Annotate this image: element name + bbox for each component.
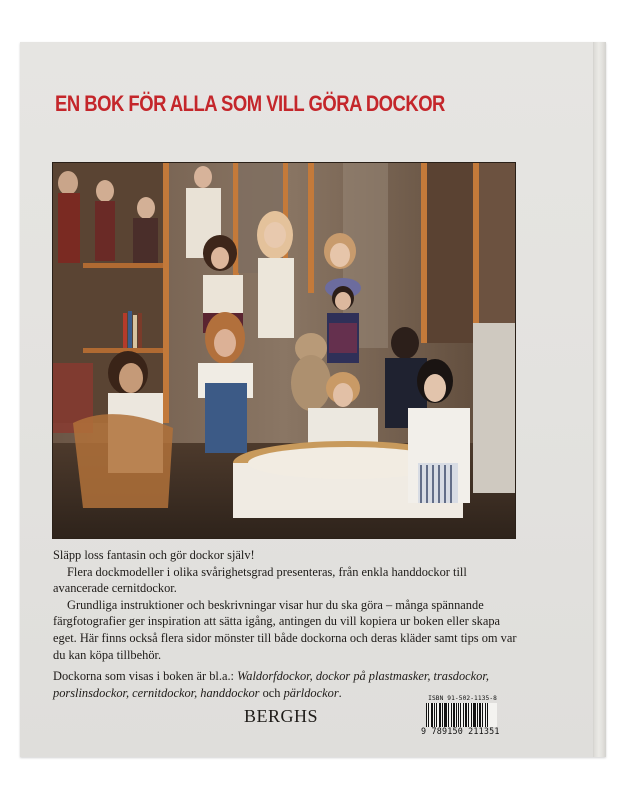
doll-types-connector: och	[259, 685, 284, 700]
isbn-label: ISBN 91-502-1135-8	[428, 695, 497, 702]
publisher-logo: BERGHS	[244, 706, 319, 726]
ean-number: 9 789150 211351	[421, 726, 500, 736]
blurb-paragraph-1: Flera dockmodeller i olika svårighetsgrad presenteras, från enkla handdockor till avancerade cernitdockor.	[53, 564, 467, 596]
cover-photo-dolls	[52, 162, 516, 539]
book-back-cover	[20, 42, 606, 757]
doll-types-items: Waldorfdockor, dockor på plastmasker, trasdockor, porslinsdockor, cernitdockor, handdockor	[53, 669, 489, 700]
blurb-lead: Släpp loss fantasin och gör dockor själv!	[53, 548, 255, 562]
cover-headline: EN BOK FÖR ALLA SOM VILL GÖRA DOCKOR	[55, 91, 445, 116]
book-edge	[593, 42, 606, 757]
doll-types-intro: Dockorna som visas i boken är bl.a.:	[53, 669, 238, 683]
blurb-paragraph-2: Grundliga instruktioner och beskrivningar visar hur du ska göra – många spännande färgfotografier ger inspiration att sätta igång, antingen du vill kopiera ur boken eller skapa eget. Här finns också flera sidor mönster till både dockorna och deras kläder samt tips om var du kan köpa tillbehör.	[53, 597, 517, 662]
barcode-bars	[426, 703, 497, 727]
blurb	[53, 547, 523, 663]
doll-types-last-item: pärldockor	[283, 685, 339, 700]
isbn-barcode	[421, 695, 500, 736]
doll-types-end: .	[338, 685, 342, 700]
